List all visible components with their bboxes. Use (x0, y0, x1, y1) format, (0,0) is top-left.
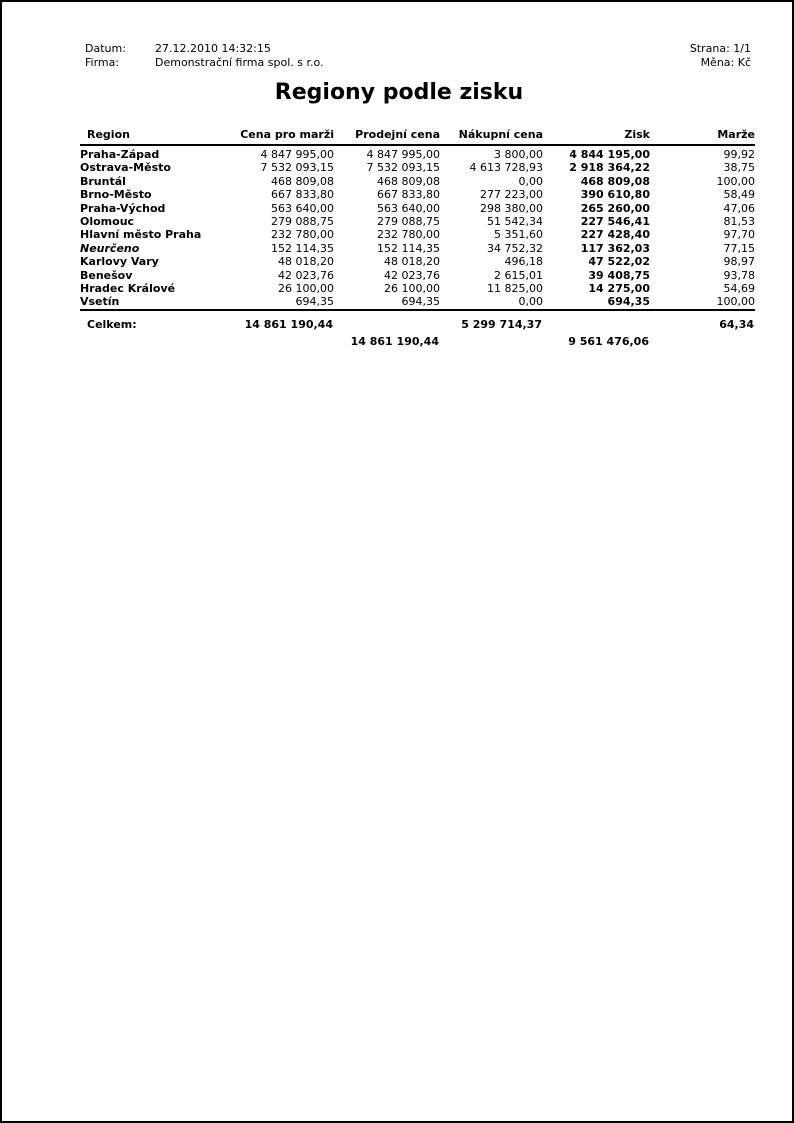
totals-row-1 (80, 310, 755, 332)
prodejni-cena-cell: 7 532 093,15 (366, 161, 440, 175)
prodejni-cena-cell: 152 114,35 (377, 241, 440, 255)
totals-cena-pro-marzi: 14 861 190,44 (232, 310, 334, 332)
company-label: Firma: (85, 56, 120, 69)
marze-cell: 98,97 (723, 255, 755, 269)
regions-table (80, 128, 755, 349)
region-cell: Neurčeno (80, 241, 140, 255)
totals-marze: 64,34 (650, 310, 755, 332)
prodejni-cena-cell: 26 100,00 (384, 282, 440, 296)
cena-pro-marzi-cell: 7 532 093,15 (260, 161, 334, 175)
nakupni-cena-cell: 2 615,01 (494, 268, 543, 282)
column-header-nakupni-cena: Nákupní cena (440, 128, 543, 145)
totals-zisk: 9 561 476,06 (568, 334, 649, 348)
zisk-cell: 227 428,40 (580, 228, 650, 242)
zisk-cell: 390 610,80 (580, 188, 650, 202)
region-cell: Praha-Západ (80, 148, 160, 161)
table-row (80, 161, 755, 174)
marze-cell: 100,00 (716, 174, 755, 188)
nakupni-cena-cell: 3 800,00 (494, 148, 543, 161)
region-cell: Olomouc (80, 215, 135, 229)
zisk-cell: 14 275,00 (588, 282, 650, 296)
prodejni-cena-cell: 4 847 995,00 (366, 148, 440, 161)
report-page (2, 2, 792, 1121)
region-cell: Karlovy Vary (80, 255, 159, 269)
cena-pro-marzi-cell: 563 640,00 (271, 201, 334, 215)
table-row (80, 202, 755, 215)
table-row (80, 145, 755, 161)
report-header-left (85, 42, 324, 70)
zisk-cell: 39 408,75 (588, 268, 650, 282)
nakupni-cena-cell: 11 825,00 (487, 282, 543, 296)
marze-cell: 47,06 (723, 201, 755, 215)
nakupni-cena-cell: 298 380,00 (480, 201, 543, 215)
zisk-cell: 2 918 364,22 (569, 161, 650, 175)
marze-cell: 54,69 (723, 282, 755, 296)
nakupni-cena-cell: 5 351,60 (494, 228, 543, 242)
company-value: Demonstrační firma spol. s r.o. (155, 56, 324, 69)
totals-empty-cell (80, 332, 232, 349)
totals-nakupni-cena: 5 299 714,37 (440, 310, 543, 332)
table-row (80, 228, 755, 241)
date-label: Datum: (85, 42, 126, 55)
totals-row-2 (80, 332, 755, 349)
zisk-cell: 117 362,03 (580, 241, 650, 255)
column-header-cena-pro-marzi: Cena pro marži (232, 128, 334, 145)
cena-pro-marzi-cell: 694,35 (295, 295, 334, 309)
totals-empty-cell (440, 332, 543, 349)
region-cell: Benešov (80, 268, 133, 282)
marze-cell: 38,75 (723, 161, 755, 175)
totals-label: Celkem: (80, 310, 232, 332)
nakupni-cena-cell: 0,00 (518, 295, 543, 309)
column-header-region: Region (80, 128, 232, 145)
prodejni-cena-cell: 563 640,00 (377, 201, 440, 215)
marze-cell: 99,92 (723, 148, 755, 161)
marze-cell: 58,49 (723, 188, 755, 202)
nakupni-cena-cell: 51 542,34 (487, 215, 543, 229)
prodejni-cena-cell: 694,35 (401, 295, 440, 309)
cena-pro-marzi-cell: 26 100,00 (278, 282, 334, 296)
date-value: 27.12.2010 14:32:15 (155, 42, 271, 55)
totals-prodejni-cena: 14 861 190,44 (350, 334, 439, 348)
cena-pro-marzi-cell: 232 780,00 (271, 228, 334, 242)
region-cell: Praha-Východ (80, 201, 166, 215)
cena-pro-marzi-cell: 667 833,80 (271, 188, 334, 202)
table-row (80, 175, 755, 188)
date-row (85, 42, 324, 56)
marze-cell: 81,53 (723, 215, 755, 229)
cena-pro-marzi-cell: 4 847 995,00 (260, 148, 334, 161)
table-row (80, 255, 755, 268)
prodejni-cena-cell: 279 088,75 (377, 215, 440, 229)
marze-cell: 77,15 (723, 241, 755, 255)
cena-pro-marzi-cell: 152 114,35 (271, 241, 334, 255)
column-header-prodejni-cena: Prodejní cena (334, 128, 440, 145)
zisk-cell: 227 546,41 (580, 215, 650, 229)
prodejni-cena-cell: 42 023,76 (384, 268, 440, 282)
nakupni-cena-cell: 277 223,00 (480, 188, 543, 202)
nakupni-cena-cell: 34 752,32 (487, 241, 543, 255)
region-cell: Brno-Město (80, 188, 152, 202)
cena-pro-marzi-cell: 279 088,75 (271, 215, 334, 229)
totals-empty-cell (232, 332, 334, 349)
table-row (80, 295, 755, 309)
report-header (85, 42, 751, 70)
nakupni-cena-cell: 496,18 (504, 255, 543, 269)
zisk-cell: 265 260,00 (580, 201, 650, 215)
prodejni-cena-cell: 468 809,08 (377, 174, 440, 188)
nakupni-cena-cell: 4 613 728,93 (469, 161, 543, 175)
table-header-row (80, 128, 755, 145)
cena-pro-marzi-cell: 468 809,08 (271, 174, 334, 188)
zisk-cell: 468 809,08 (580, 174, 650, 188)
currency: Měna: Kč (700, 56, 751, 69)
table-row (80, 269, 755, 282)
zisk-cell: 694,35 (607, 295, 650, 309)
company-row (85, 56, 324, 70)
report-header-right (690, 42, 751, 70)
region-cell: Hlavní město Praha (80, 228, 202, 242)
column-header-zisk: Zisk (543, 128, 650, 145)
marze-cell: 97,70 (723, 228, 755, 242)
totals-empty-cell (543, 310, 650, 332)
table-row (80, 188, 755, 201)
table-row (80, 282, 755, 295)
prodejni-cena-cell: 48 018,20 (384, 255, 440, 269)
table-row (80, 215, 755, 228)
table-row (80, 242, 755, 255)
prodejni-cena-cell: 232 780,00 (377, 228, 440, 242)
column-header-marze: Marže (650, 128, 755, 145)
region-cell: Ostrava-Město (80, 161, 171, 175)
totals-empty-cell (650, 332, 755, 349)
prodejni-cena-cell: 667 833,80 (377, 188, 440, 202)
region-cell: Bruntál (80, 174, 126, 188)
page-number: Strana: 1/1 (689, 42, 751, 55)
nakupni-cena-cell: 0,00 (518, 174, 543, 188)
marze-cell: 100,00 (716, 295, 755, 309)
region-cell: Hradec Králové (80, 282, 176, 296)
zisk-cell: 47 522,02 (588, 255, 650, 269)
report-title: Regiony podle zisku (274, 80, 524, 105)
region-cell: Vsetín (80, 295, 120, 309)
cena-pro-marzi-cell: 42 023,76 (278, 268, 334, 282)
totals-empty-cell (334, 310, 440, 332)
zisk-cell: 4 844 195,00 (569, 148, 650, 161)
table-body (80, 145, 755, 310)
marze-cell: 93,78 (723, 268, 755, 282)
cena-pro-marzi-cell: 48 018,20 (278, 255, 334, 269)
